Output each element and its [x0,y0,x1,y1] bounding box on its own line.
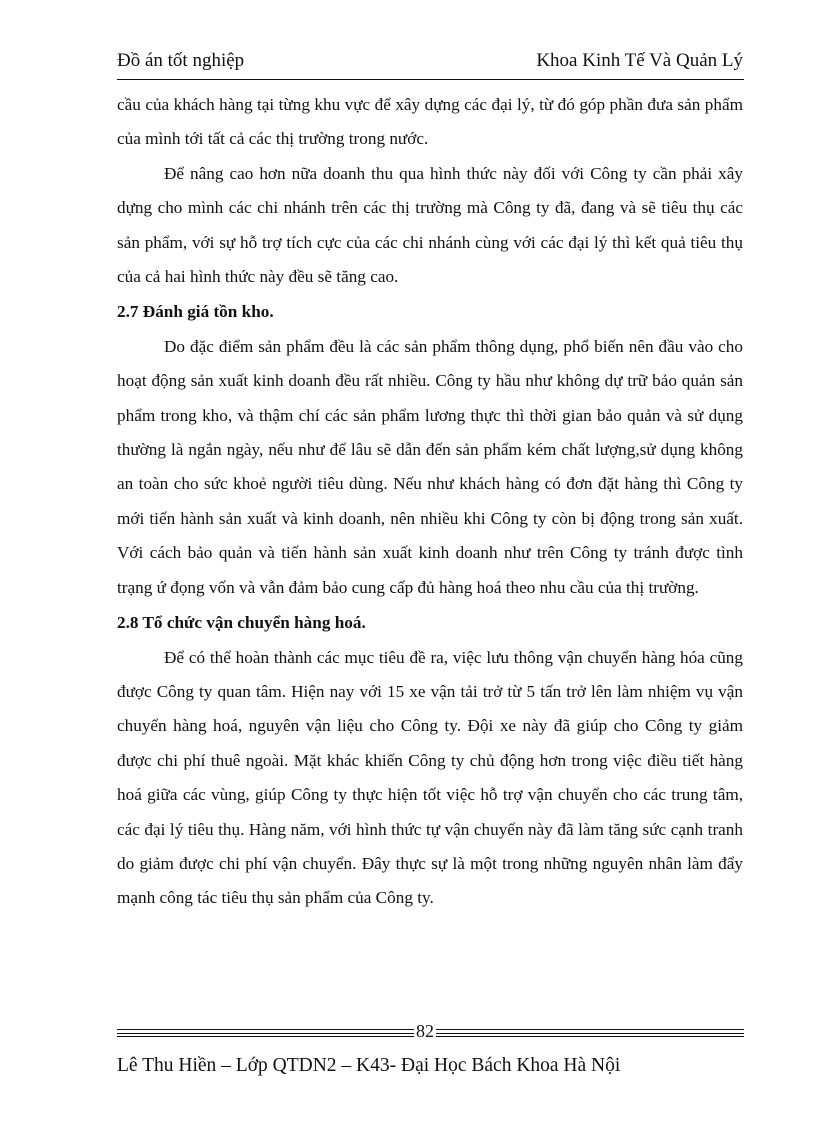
footer-author-line: Lê Thu Hiền – Lớp QTDN2 – K43- Đại Học Bách Khoa Hà Nội [117,1055,621,1076]
paragraph: Do đặc điểm sản phẩm đều là các sản phẩm thông dụng, phổ biến nên đầu vào cho hoạt động sản xuất kinh doanh đều rất nhiều. Công ty hầu như không dự trữ bảo quản sản phẩm trong kho, và thậm chí các sản phẩm lương thực thì thời gian bảo quản và sử dụng thường là ngắn ngày, nếu như để lâu sẽ dẫn đến sản phẩm kém chất lượng,sử dụng không an toàn cho sức khoẻ người tiêu dùng. Nếu như khách hàng có đơn đặt hàng thì Công ty mới tiến hành sản xuất và kinh doanh, nên nhiều khi Công ty còn bị động trong sản xuất. Với cách bảo quản và tiến hành sản xuất kinh doanh như trên Công ty tránh được tình trạng ứ đọng vốn và vẫn đảm bảo cung cấp đủ hàng hoá theo nhu cầu của thị trường. [117,336,743,597]
section-heading: 2.7 Đánh giá tồn kho. [117,302,274,322]
paragraph: cầu của khách hàng tại từng khu vực để xây dựng các đại lý, từ đó góp phần đưa sản phẩm của mình tới tất cả các thị trường trong nước. [117,95,743,149]
header-left-title: Đồ án tốt nghiệp [117,50,245,71]
header-right-title: Khoa Kinh Tế Và Quản Lý [536,50,743,71]
page-header [117,50,743,76]
paragraph: Để có thể hoàn thành các mục tiêu đề ra, việc lưu thông vận chuyển hàng hóa cũng được Công ty quan tâm. Hiện nay với 15 xe vận tải trở từ 5 tấn trở lên làm nhiệm vụ vận chuyển hàng hoá, nguyên vận liệu cho Công ty. Đội xe này đã giúp cho Công ty giảm được chi phí thuê ngoài. Mặt khác khiến Công ty chủ động hơn trong việc điều tiết hàng hoá giữa các vùng, giúp Công ty thực hiện tốt việc hỗ trợ vận chuyển cho các trung tâm, các đại lý tiêu thụ. Hàng năm, với hình thức tự vận chuyển này đã làm tăng sức cạnh tranh do giảm được chi phí vận chuyển. Đây thực sự là một trong những nguyên nhân làm đẩy mạnh công tác tiêu thụ sản phẩm của Công ty. [117,647,743,908]
paragraph: Để nâng cao hơn nữa doanh thu qua hình thức này đối với Công ty cần phải xây dựng cho mình các chi nhánh trên các thị trường mà Công ty đã, đang và sẽ tiêu thụ các sản phẩm, với sự hỗ trợ tích cực của các chi nhánh cùng với các đại lý thì kết quả tiêu thụ của cả hai hình thức này đều sẽ tăng cao. [117,163,743,287]
header-divider [117,79,744,80]
document-body [117,88,743,916]
section-heading: 2.8 Tổ chức vận chuyển hàng hoá. [117,613,366,633]
page-number: 82 [416,1021,434,1041]
